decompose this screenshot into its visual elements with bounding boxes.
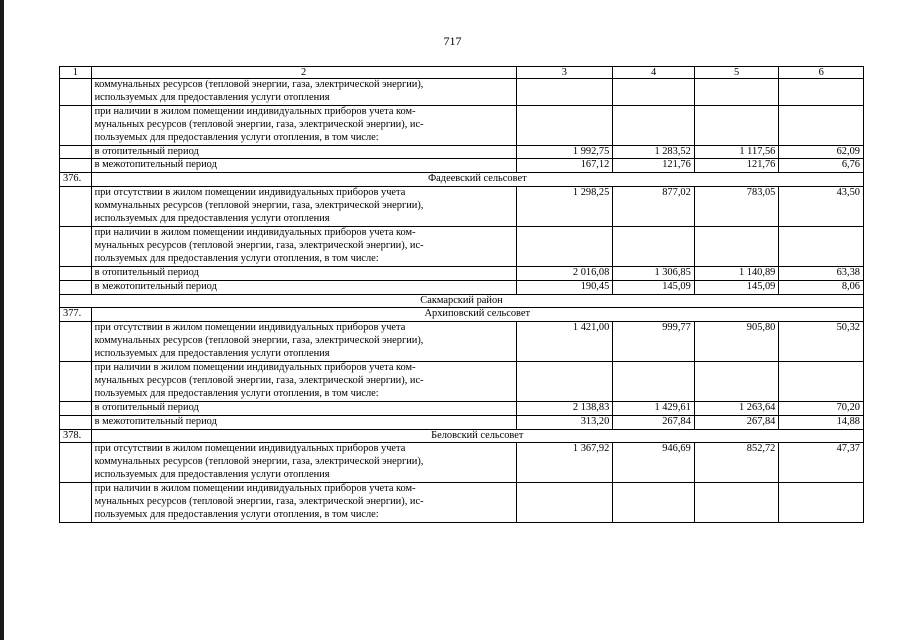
row-number-cell [60, 145, 92, 159]
value-col4: 1 306,85 [613, 266, 695, 280]
table-row [60, 401, 864, 415]
section-row [60, 173, 864, 187]
value-col6: 14,88 [779, 415, 864, 429]
table-row [60, 443, 864, 483]
row-description: при отсутствии в жилом помещении индивидуальных приборов учета коммунальных ресурсов (тепловой энергии, газа, электрической энергии), используемых для предоставления услуги отопления [91, 187, 516, 227]
column-header: 4 [613, 67, 695, 79]
row-number-cell [60, 226, 92, 266]
district-row [60, 294, 864, 308]
value-col6: 70,20 [779, 401, 864, 415]
value-col5: 121,76 [694, 159, 779, 173]
value-col4: 267,84 [613, 415, 695, 429]
value-col5: 852,72 [694, 443, 779, 483]
value-col5: 267,84 [694, 415, 779, 429]
row-description: в межотопительный период [91, 415, 516, 429]
value-col4 [613, 105, 695, 145]
value-col3: 190,45 [516, 280, 613, 294]
value-col6: 50,32 [779, 322, 864, 362]
scan-edge [0, 0, 4, 640]
table-row [60, 415, 864, 429]
table-row [60, 79, 864, 106]
value-col5 [694, 362, 779, 402]
value-col4 [613, 79, 695, 106]
value-col4: 1 283,52 [613, 145, 695, 159]
row-description: при отсутствии в жилом помещении индивидуальных приборов учета коммунальных ресурсов (тепловой энергии, газа, электрической энергии), используемых для предоставления услуги отопления [91, 443, 516, 483]
value-col4 [613, 362, 695, 402]
row-number-cell [60, 187, 92, 227]
value-col5: 145,09 [694, 280, 779, 294]
value-col3: 167,12 [516, 159, 613, 173]
value-col5: 905,80 [694, 322, 779, 362]
row-description: в отопительный период [91, 401, 516, 415]
district-title: Сакмарский район [60, 294, 864, 308]
value-col5: 1 117,56 [694, 145, 779, 159]
value-col4: 1 429,61 [613, 401, 695, 415]
row-description: в отопительный период [91, 145, 516, 159]
tariff-table [59, 66, 864, 523]
value-col3 [516, 226, 613, 266]
column-header: 1 [60, 67, 92, 79]
value-col3: 1 367,92 [516, 443, 613, 483]
column-header-row [60, 67, 864, 79]
value-col4: 999,77 [613, 322, 695, 362]
value-col4: 877,02 [613, 187, 695, 227]
table-row [60, 483, 864, 523]
table-row [60, 280, 864, 294]
row-description: при отсутствии в жилом помещении индивидуальных приборов учета коммунальных ресурсов (тепловой энергии, газа, электрической энергии), используемых для предоставления услуги отопления [91, 322, 516, 362]
value-col6: 62,09 [779, 145, 864, 159]
value-col6: 43,50 [779, 187, 864, 227]
row-description: в межотопительный период [91, 159, 516, 173]
row-description: при наличии в жилом помещении индивидуальных приборов учета ком- мунальных ресурсов (тепловой энергии, газа, электрической энергии), ис- пользуемых для предоставления услуги отопления, в том числе: [91, 483, 516, 523]
value-col6: 63,38 [779, 266, 864, 280]
table-row [60, 226, 864, 266]
row-description: в межотопительный период [91, 280, 516, 294]
value-col5: 783,05 [694, 187, 779, 227]
value-col5: 1 140,89 [694, 266, 779, 280]
table-row [60, 105, 864, 145]
row-number-cell [60, 415, 92, 429]
value-col6 [779, 226, 864, 266]
column-header: 3 [516, 67, 613, 79]
value-col6 [779, 105, 864, 145]
table-row [60, 362, 864, 402]
row-number-cell [60, 362, 92, 402]
value-col6 [779, 79, 864, 106]
row-number-cell [60, 280, 92, 294]
value-col6: 8,06 [779, 280, 864, 294]
row-description: при наличии в жилом помещении индивидуальных приборов учета ком- мунальных ресурсов (тепловой энергии, газа, электрической энергии), ис- пользуемых для предоставления услуги отопления, в том числе: [91, 226, 516, 266]
row-number-cell [60, 401, 92, 415]
row-number-cell [60, 105, 92, 145]
table-row [60, 145, 864, 159]
value-col4 [613, 226, 695, 266]
row-number-cell [60, 483, 92, 523]
value-col3: 313,20 [516, 415, 613, 429]
row-number-cell [60, 443, 92, 483]
column-header: 6 [779, 67, 864, 79]
section-row [60, 429, 864, 443]
table-row [60, 159, 864, 173]
row-description: при наличии в жилом помещении индивидуальных приборов учета ком- мунальных ресурсов (тепловой энергии, газа, электрической энергии), ис- пользуемых для предоставления услуги отопления, в том числе: [91, 105, 516, 145]
section-title: Фадеевский сельсовет [91, 173, 863, 187]
value-col5 [694, 105, 779, 145]
value-col3 [516, 362, 613, 402]
value-col6: 47,37 [779, 443, 864, 483]
value-col4: 121,76 [613, 159, 695, 173]
value-col5 [694, 226, 779, 266]
value-col6 [779, 362, 864, 402]
value-col5: 1 263,64 [694, 401, 779, 415]
value-col3: 2 138,83 [516, 401, 613, 415]
value-col3: 1 298,25 [516, 187, 613, 227]
value-col5 [694, 79, 779, 106]
value-col3 [516, 105, 613, 145]
value-col3 [516, 483, 613, 523]
row-description: в отопительный период [91, 266, 516, 280]
row-description: при наличии в жилом помещении индивидуальных приборов учета ком- мунальных ресурсов (тепловой энергии, газа, электрической энергии), ис- пользуемых для предоставления услуги отопления, в том числе: [91, 362, 516, 402]
value-col3: 1 992,75 [516, 145, 613, 159]
value-col3: 2 016,08 [516, 266, 613, 280]
value-col5 [694, 483, 779, 523]
value-col6: 6,76 [779, 159, 864, 173]
table-row [60, 322, 864, 362]
page-number: 717 [443, 34, 462, 48]
value-col4: 145,09 [613, 280, 695, 294]
row-number-cell [60, 266, 92, 280]
section-row [60, 308, 864, 322]
row-number-cell [60, 322, 92, 362]
section-number: 378. [60, 429, 92, 443]
row-description: коммунальных ресурсов (тепловой энергии, газа, электрической энергии), используемых для предоставления услуги отопления [91, 79, 516, 106]
row-number-cell [60, 79, 92, 106]
section-title: Архиповский сельсовет [91, 308, 863, 322]
value-col6 [779, 483, 864, 523]
value-col3 [516, 79, 613, 106]
value-col4: 946,69 [613, 443, 695, 483]
row-number-cell [60, 159, 92, 173]
table-row [60, 187, 864, 227]
value-col4 [613, 483, 695, 523]
section-number: 377. [60, 308, 92, 322]
section-number: 376. [60, 173, 92, 187]
column-header: 5 [694, 67, 779, 79]
section-title: Беловский сельсовет [91, 429, 863, 443]
table-row [60, 266, 864, 280]
column-header: 2 [91, 67, 516, 79]
value-col3: 1 421,00 [516, 322, 613, 362]
